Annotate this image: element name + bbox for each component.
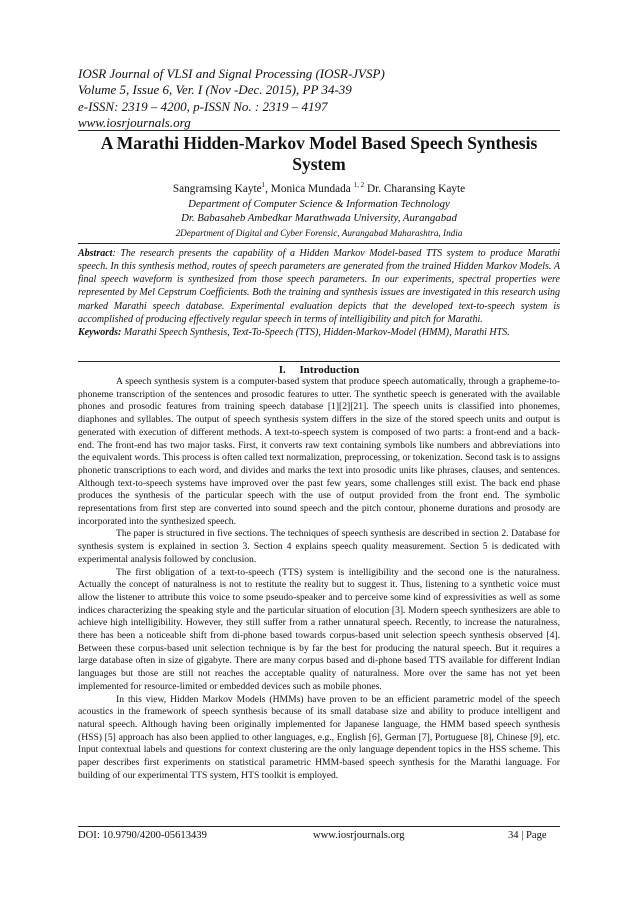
abstract-bottom-divider: [78, 361, 560, 362]
abstract-label: Abstract: [78, 248, 113, 259]
keywords-label: Keywords:: [78, 326, 122, 338]
journal-header: [78, 66, 498, 131]
header-divider: [78, 130, 560, 131]
author-name: Sangramsing Kayte: [172, 183, 262, 195]
paragraph: A speech synthesis system is a computer-based system that produce speech automatically, through a grapheme-to-phoneme transcription of the sentences and prosodic features to utter. The synthetic speech is generated with the available phones and prosodic features from training speech database [1][2][21]. The speech units is classified into phonemes, diaphones and syllables. The output of speech synthesis system differs in the size of the stored speech units and output is generated with execution of different methods. A text-to-speech system is composed of two parts: a front-end and a back-end. The front-end has two major tasks. First, it converts raw text containing symbols like numbers and abbreviations into the equivalent words. This process is often called text normalization, preprocessing, or tokenization. Second task is to assigns phonetic transcriptions to each word, and divides and marks the text into prosodic units like phrases, clauses, and sentences. Although text-to-speech systems have improved over the past few years, some challenges still exist. The back end phase produces the synthesis of the particular speech with the use of output provided from the front end. The symbolic representations from first step are converted into sound speech and the pitch contour, phoneme durations and prosody are incorporated into the synthesized speech.: [78, 376, 560, 527]
author-list: [78, 182, 560, 196]
footer-doi: DOI: 10.9790/4200-05613439: [78, 830, 207, 841]
footer-divider: [78, 826, 560, 827]
title-line-1: A Marathi Hidden-Markov Model Based Speech Synthesis: [100, 133, 538, 153]
paragraph: The paper is structured in five sections. The techniques of speech synthesis are described in section 2. Database for synthesis system is explained in section 3. Section 4 explains speech quality measurement. Section 5 is dedicated with experimental analysis followed by conclusion.: [78, 528, 560, 565]
body-text: [78, 376, 560, 783]
affiliation-department: Department of Computer Science & Information Technology: [188, 198, 450, 210]
journal-name: IOSR Journal of VLSI and Signal Processing (IOSR-JVSP): [78, 66, 385, 81]
footer-website: www.iosrjournals.org: [313, 830, 405, 841]
affiliation-university: Dr. Babasaheb Ambedkar Marathwada University, Aurangabad: [181, 212, 457, 224]
author-affiliation-mark: 1: [261, 181, 266, 190]
page-number: 34 | Page: [508, 830, 547, 841]
paragraph: In this view, Hidden Markov Models (HMMs) have proven to be an efficient parametric model of the speech acoustics in the framework of speech synthesis because of its small database size and ability to produce intelligent and natural speech. Although having been originally implemented for Japanese language, the HMM based speech synthesis (HSS) [5] approach has also been applied to other languages, e.g., English [6], German [7], Portuguese [8], Chinese [9], etc. Input contextual labels and questions for context clustering are the only language dependent topics in the HSS scheme. This paper describes first experiments on statistical parametric HMM-based speech synthesis for the Marathi language. For building of our experimental TTS system, HTS toolkit is employed.: [78, 693, 560, 781]
paragraph: The first obligation of a text-to-speech (TTS) system is intelligibility and the second one is the naturalness. Actually the concept of naturalness is not to restitute the reality but to suggest it. Thus, listening to a synthetic voice must allow the listener to attribute this voice to some pseudo-speaker and to perceive some kind of expressivities as well as some indices characterizing the speaking style and the particular situation of elocution [3]. Modern speech synthesizers are able to achieve high intelligibility. However, they still suffer from a rather unnatural speech. Recently, to increase the naturalness, there has been a noticeable shift from di-phone based towards corpus-based unit selection speech synthesis observed [4]. Between these corpus-based unit selection technique is by far the best for producing the natural speech. But it requires a large database often in size of gigabyte. There are many corpus based and di-phone based TTS available for different Indian languages but those are still not reaches the acceptable quality of naturalness. More over the same has not yet been implemented for resource-limited or embedded devices such as mobile phones.: [78, 566, 560, 692]
paper-title: [78, 133, 560, 175]
journal-volume: Volume 5, Issue 6, Ver. I (Nov -Dec. 2015), PP 34-39: [78, 82, 352, 98]
author-name: , Monica Mundada: [265, 183, 354, 195]
section-heading: I. Introduction: [278, 364, 360, 376]
author-name: Dr. Charansing Kayte: [364, 183, 466, 195]
affiliation-secondary: 2Department of Digital and Cyber Forensic, Aurangabad Maharashtra, India: [175, 228, 463, 238]
keywords-text: Marathi Speech Synthesis, Text-To-Speech (TTS), Hidden-Markov-Model (HMM), Marathi HTS.: [121, 326, 510, 338]
abstract-top-divider: [78, 243, 560, 244]
title-line-2: System: [292, 154, 346, 174]
journal-url: www.iosrjournals.org: [78, 114, 191, 130]
abstract-text: : The research presents the capability of a Hidden Markov Model-based TTS system to produce Marathi speech. In this synthesis method, routes of speech parameters are generated from the trained Hidden Markov Models. A final speech waveform is synthesized from those speech parameters. In our experiments, spectral properties were represented by Mel Cepstrum Coefficients. Both the training and synthesis issues are investigated in this research using marked Marathi speech database. Experimental evaluation depicts that the developed text-to-speech system is accomplished of producing effectively regular speech in terms of intelligibility and pitch for Marathi.: [78, 248, 560, 325]
author-affiliation-mark: 1, 2: [353, 181, 365, 190]
abstract-block: [78, 247, 560, 339]
journal-issn: e-ISSN: 2319 – 4200, p-ISSN No. : 2319 – 4197: [78, 98, 328, 114]
